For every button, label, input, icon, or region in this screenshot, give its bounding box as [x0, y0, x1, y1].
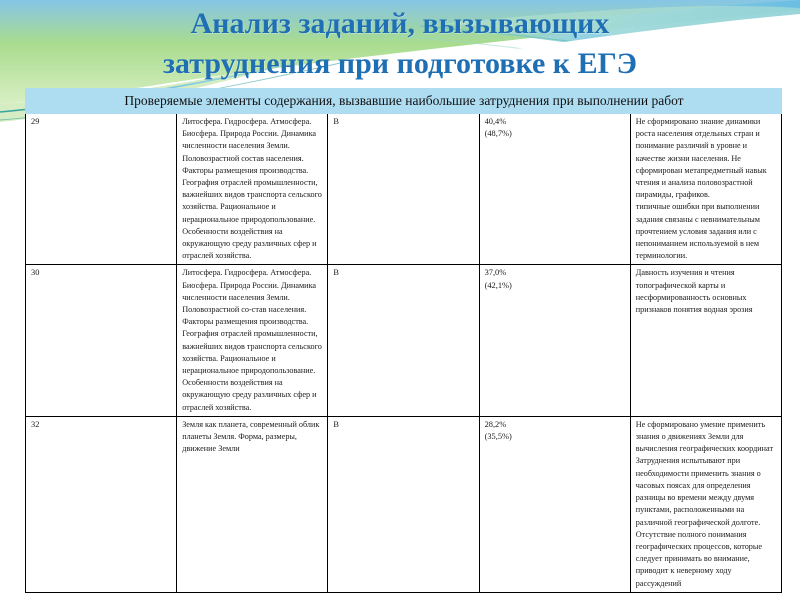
table-row — [26, 265, 782, 416]
reason-paragraph: Не сформировано умение применить знания о движениях Земли для вычисления географических координат — [635, 419, 774, 454]
cell-content-elements: Литосфера. Гидросфера. Атмосфера. Биосфера. Природа России. Динамика численности населения Земли. Половозрастной состав населения. Факторы размещения производства. География отраслей промышленности, важнейших видов транспорта сельского хозяйства. Рациональное и нерациональное природопользование. Особенности воздействия на окружающую среду различных сфер и отраслей хозяйства. — [177, 114, 328, 265]
reason-paragraph: Отсутствие полного понимания географических процессов, которые следует принимать во внимание, приводит к неверному ходу рассуждений — [635, 529, 763, 588]
cell-difficulty-level: В — [328, 114, 479, 265]
table-body — [26, 114, 782, 593]
cell-completion-percent — [479, 265, 630, 416]
cell-difficulty-reason — [630, 265, 781, 416]
cell-content-elements: Земля как планета, современный облик планеты Земля. Форма, размеры, движение Земли — [177, 416, 328, 592]
reason-paragraph: Давность изучения и чтения топографической карты и несформированность основных признаков понятия водная эрозия — [635, 268, 753, 315]
cell-task-number: 32 — [26, 416, 177, 592]
cell-difficulty-reason — [630, 416, 781, 592]
cell-completion-percent — [479, 114, 630, 265]
cell-content-elements: Литосфера. Гидросфера. Атмосфера. Биосфера. Природа России. Динамика численности населения Земли. Половозрастной со-став населения. Факторы размещения производства. География отраслей промышленности, важнейших видов транспорта сельского хозяйства. Рациональное и нерациональное природопользование. Особенности воздействия на окружающую среду различных сфер и отраслей хозяйства. — [177, 265, 328, 416]
table-header-row — [26, 89, 782, 114]
percent-secondary: (35,5%) — [484, 432, 512, 442]
cell-task-number: 29 — [26, 114, 177, 265]
percent-secondary: (42,1%) — [484, 280, 512, 290]
page-title-line-1: Анализ заданий, вызывающих — [190, 7, 610, 40]
cell-difficulty-reason — [630, 114, 781, 265]
page-title — [0, 4, 800, 84]
percent-main: 28,2% — [484, 419, 507, 429]
percent-secondary: (48,7%) — [484, 129, 512, 139]
analysis-table — [25, 88, 782, 593]
cell-difficulty-level: В — [328, 416, 479, 592]
cell-difficulty-level: В — [328, 265, 479, 416]
cell-completion-percent — [479, 416, 630, 592]
table-row — [26, 114, 782, 265]
table-row — [26, 416, 782, 592]
reason-paragraph: Не сформировано знание динамики роста населения отдельных стран и понимание различий в уровне и качестве жизни населения. Не сформирован метапредметный навык чтения и анализа половозрастной пирамиды, графиков. — [635, 117, 767, 200]
percent-main: 40,4% — [484, 117, 507, 126]
reason-paragraph: типичные ошибки при выполнении задания связаны с невнимательным прочтением условия задания или с непониманием используемой в нем терминологии. — [635, 202, 760, 261]
cell-task-number: 30 — [26, 265, 177, 416]
page-title-line-2: затруднения при подготовке к ЕГЭ — [162, 47, 638, 80]
table-header-title: Проверяемые элементы содержания, вызвавшие наибольшие затруднения при выполнении работ — [26, 89, 782, 114]
reason-paragraph: Затруднения испытывают при необходимости применить знания о часовых поясах для определения разницы во времени между двумя пунктами, расположенными на различной географической долготе. — [635, 456, 761, 527]
percent-main: 37,0% — [484, 268, 507, 278]
